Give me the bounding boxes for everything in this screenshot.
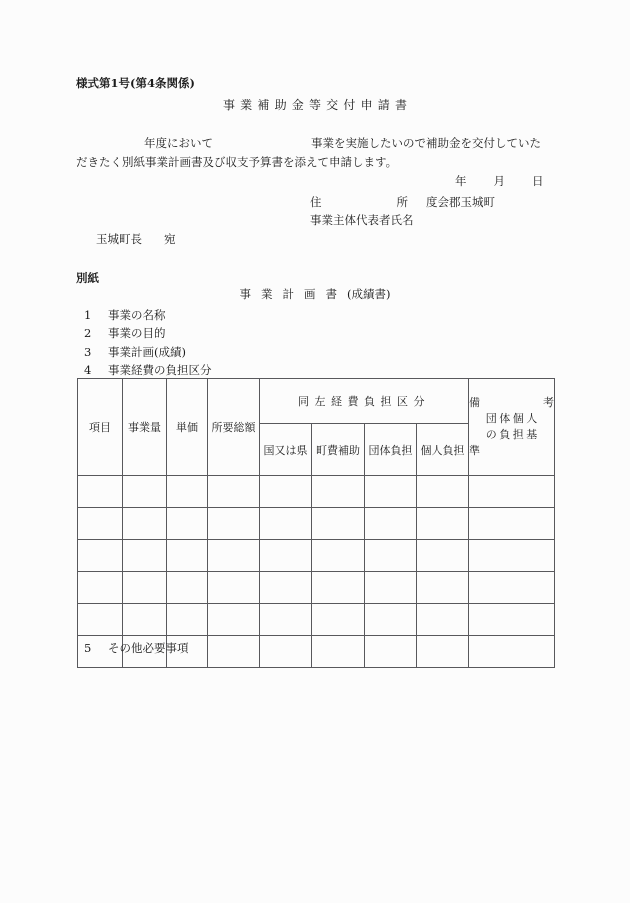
address-value: 度会郡玉城町	[426, 195, 495, 209]
cell-remarks[interactable]	[469, 572, 555, 604]
table-row[interactable]	[78, 572, 555, 604]
header-unit-price: 単価	[167, 379, 208, 476]
item-number: 5	[84, 641, 92, 655]
item-label: 事業経費の負担区分	[108, 363, 212, 378]
cell-town-subsidy[interactable]	[312, 572, 365, 604]
cell-total-amount[interactable]	[208, 540, 260, 572]
document-title: 事業補助金等交付申請書	[222, 98, 413, 112]
day-label: 日	[532, 174, 544, 188]
cell-individual-burden[interactable]	[417, 476, 469, 508]
cell-item[interactable]	[78, 540, 123, 572]
cell-national-prefectural[interactable]	[260, 604, 312, 636]
cell-item[interactable]	[78, 508, 123, 540]
header-total-amount: 所要総額	[208, 379, 260, 476]
cell-individual-burden[interactable]	[417, 604, 469, 636]
addressee-suffix: 宛	[164, 232, 176, 246]
cell-remarks[interactable]	[469, 476, 555, 508]
cell-town-subsidy[interactable]	[312, 508, 365, 540]
item-number: 4	[84, 363, 92, 378]
cell-remarks[interactable]	[469, 636, 555, 668]
cell-total-amount[interactable]	[208, 508, 260, 540]
addressee-name: 玉城町長	[96, 232, 142, 246]
item-label: 事業の名称	[108, 308, 166, 322]
cell-remarks[interactable]	[469, 604, 555, 636]
cell-quantity[interactable]	[123, 508, 167, 540]
cell-individual-burden[interactable]	[417, 572, 469, 604]
expense-burden-table-wrapper	[77, 378, 554, 668]
body-text-3: だきたく別紙事業計画書及び収支予算書を添えて申請します。	[76, 155, 398, 169]
cell-item[interactable]	[78, 476, 123, 508]
item-label: 事業計画(成績)	[108, 344, 186, 359]
table-row[interactable]	[78, 540, 555, 572]
item-number: 1	[84, 308, 92, 322]
remarks-line-2: 団体個人	[485, 412, 540, 425]
header-quantity: 事業量	[123, 379, 167, 476]
cell-total-amount[interactable]	[208, 636, 260, 668]
cell-group-burden[interactable]	[365, 508, 417, 540]
plan-title-suffix: (成績書)	[347, 287, 391, 301]
cell-national-prefectural[interactable]	[260, 572, 312, 604]
body-text-1: 年度において	[144, 136, 213, 150]
cell-town-subsidy[interactable]	[312, 636, 365, 668]
header-remarks	[469, 379, 555, 476]
expense-burden-table	[77, 378, 555, 668]
cell-national-prefectural[interactable]	[260, 508, 312, 540]
item-number: 2	[84, 326, 92, 341]
table-row[interactable]	[78, 604, 555, 636]
cell-total-amount[interactable]	[208, 572, 260, 604]
address-label: 住所	[310, 195, 408, 209]
cell-group-burden[interactable]	[365, 604, 417, 636]
header-individual-burden: 個人負担	[417, 424, 469, 476]
cell-quantity[interactable]	[123, 572, 167, 604]
cell-individual-burden[interactable]	[417, 636, 469, 668]
remarks-label-stack	[469, 380, 554, 473]
cell-total-amount[interactable]	[208, 476, 260, 508]
cell-group-burden[interactable]	[365, 572, 417, 604]
attachment-marker: 別紙	[76, 271, 99, 285]
year-label: 年	[455, 174, 467, 188]
list-item	[84, 361, 212, 379]
cell-group-burden[interactable]	[365, 636, 417, 668]
form-number: 様式第1号(第4条関係)	[76, 76, 195, 90]
cell-quantity[interactable]	[123, 604, 167, 636]
cell-unit-price[interactable]	[167, 604, 208, 636]
cell-unit-price[interactable]	[167, 508, 208, 540]
list-item	[84, 306, 212, 324]
body-text-2: 事業を実施したいので補助金を交付していた	[311, 136, 541, 150]
remarks-line-3: の負担基	[485, 428, 540, 441]
item-label: その他必要事項	[108, 641, 189, 655]
burden-group-label: 同左経費負担区分	[298, 395, 430, 409]
list-item	[84, 640, 189, 656]
cell-individual-burden[interactable]	[417, 508, 469, 540]
header-town-subsidy: 町費補助	[312, 424, 365, 476]
cell-group-burden[interactable]	[365, 540, 417, 572]
item-label: 事業の目的	[108, 326, 166, 341]
addressee-line	[96, 231, 176, 248]
cell-town-subsidy[interactable]	[312, 540, 365, 572]
month-label: 月	[493, 174, 505, 188]
header-burden-group	[260, 379, 469, 424]
plan-title	[0, 286, 630, 302]
cell-national-prefectural[interactable]	[260, 636, 312, 668]
cell-quantity[interactable]	[123, 540, 167, 572]
table-header-row-top	[78, 379, 555, 424]
cell-remarks[interactable]	[469, 508, 555, 540]
cell-unit-price[interactable]	[167, 540, 208, 572]
cell-individual-burden[interactable]	[417, 540, 469, 572]
attachment-item-list	[84, 306, 212, 380]
remarks-line-4: 準	[469, 444, 480, 457]
table-row[interactable]	[78, 476, 555, 508]
table-body	[78, 476, 555, 668]
cell-unit-price[interactable]	[167, 476, 208, 508]
plan-title-main: 事業計画書	[239, 287, 347, 301]
header-national-prefectural: 国又は県	[260, 424, 312, 476]
representative-name-label: 事業主体代表者氏名	[310, 213, 414, 227]
cell-group-burden[interactable]	[365, 476, 417, 508]
list-item	[84, 324, 212, 342]
cell-unit-price[interactable]	[167, 572, 208, 604]
cell-item[interactable]	[78, 572, 123, 604]
header-group-burden: 団体負担	[365, 424, 417, 476]
header-item: 項目	[78, 379, 123, 476]
date-line	[455, 173, 544, 190]
remarks-line-1: 備考	[469, 396, 554, 409]
cell-town-subsidy[interactable]	[312, 476, 365, 508]
cell-quantity[interactable]	[123, 476, 167, 508]
address-row	[310, 194, 495, 211]
cell-town-subsidy[interactable]	[312, 604, 365, 636]
table-row[interactable]	[78, 508, 555, 540]
cell-national-prefectural[interactable]	[260, 540, 312, 572]
cell-national-prefectural[interactable]	[260, 476, 312, 508]
cell-item[interactable]	[78, 604, 123, 636]
item-number: 3	[84, 344, 92, 359]
cell-remarks[interactable]	[469, 540, 555, 572]
application-body-paragraph	[76, 134, 550, 172]
list-item	[84, 343, 212, 361]
cell-total-amount[interactable]	[208, 604, 260, 636]
